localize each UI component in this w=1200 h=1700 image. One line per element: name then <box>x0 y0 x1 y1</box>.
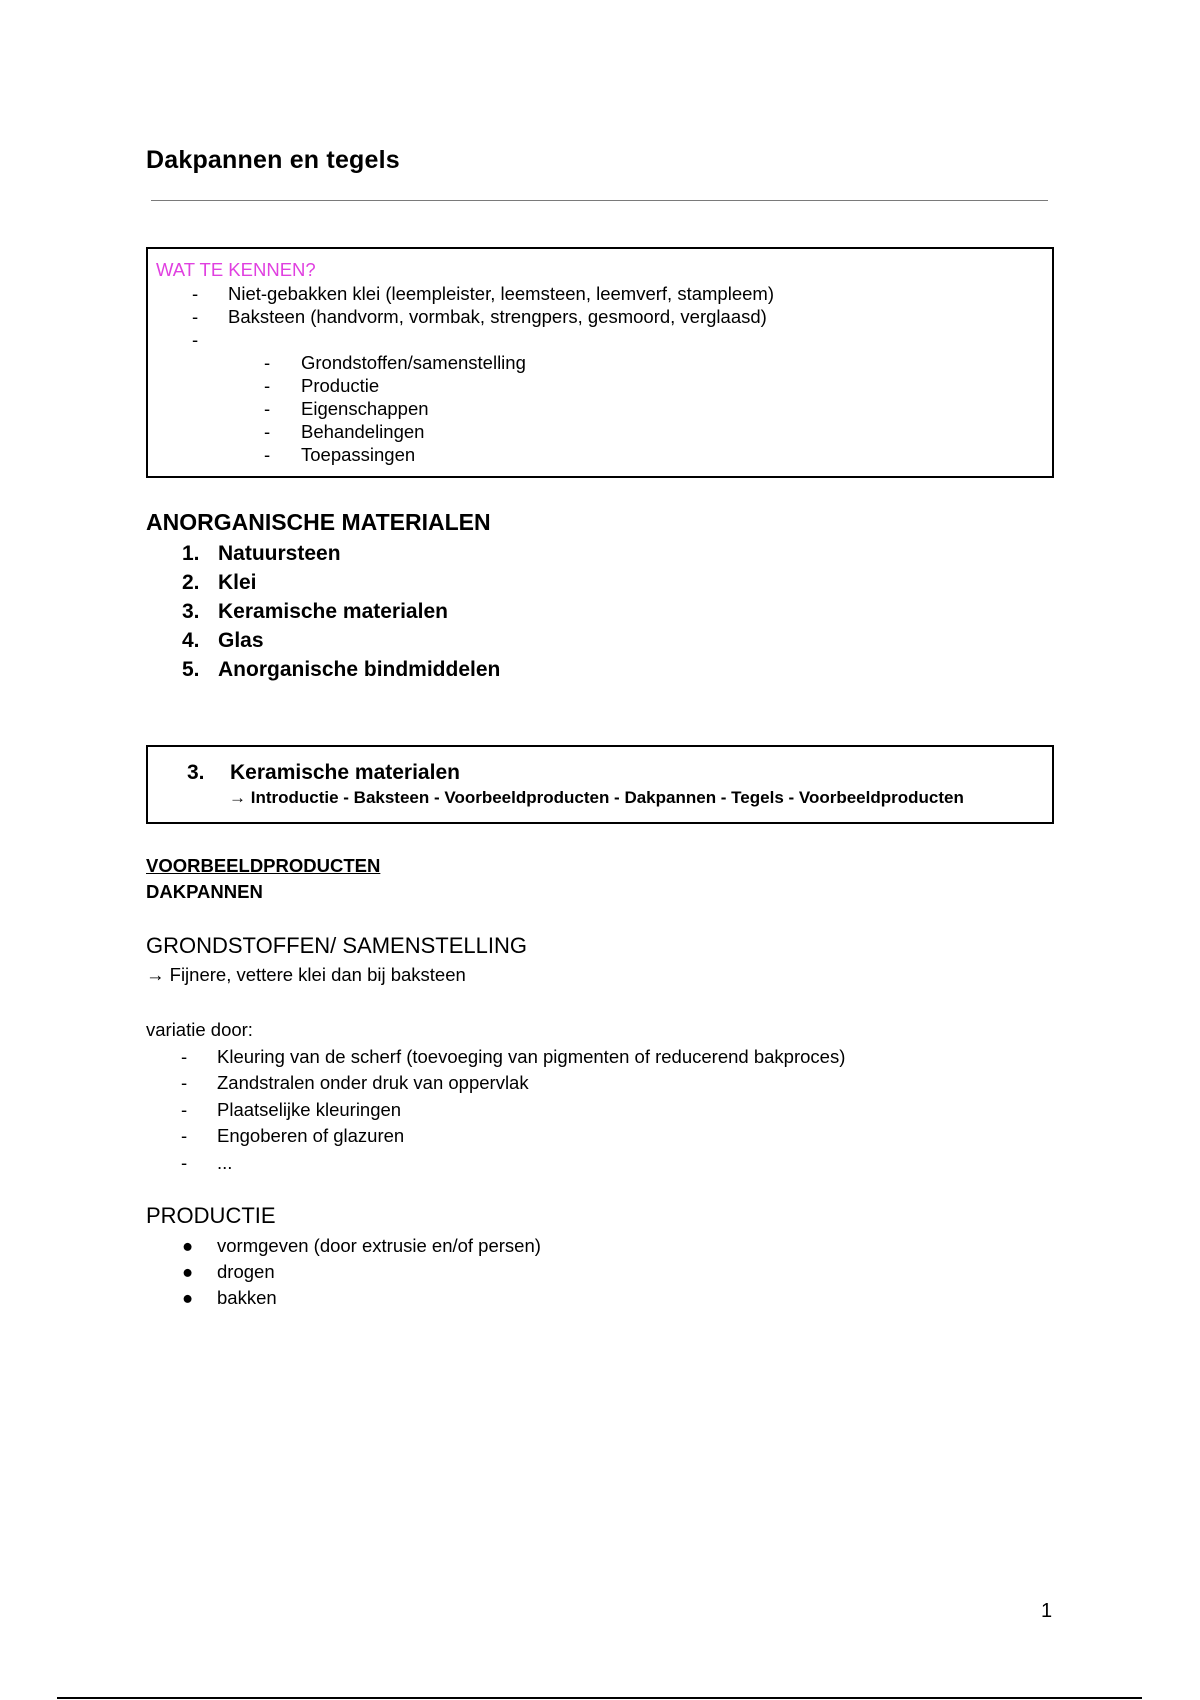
grondstoffen-heading: GRONDSTOFFEN/ SAMENSTELLING <box>146 933 527 958</box>
bullet-item-text: bakken <box>217 1287 277 1308</box>
bullet-item-text: vormgeven (door extrusie en/of persen) <box>217 1235 541 1256</box>
dash-marker: - <box>264 352 271 373</box>
page-bottom-divider <box>57 1697 1142 1699</box>
dash-marker: - <box>181 1125 188 1146</box>
dash-marker: - <box>192 306 199 327</box>
list-item-text: Kleuring van de scherf (toevoeging van pigmenten of reducerend bakproces) <box>217 1046 846 1067</box>
item-text: Glas <box>218 629 264 652</box>
dash-marker: - <box>192 329 199 350</box>
grondstoffen-text: → Fijnere, vettere klei dan bij baksteen <box>146 964 466 985</box>
productie-heading: PRODUCTIE <box>146 1203 276 1228</box>
dash-marker: - <box>192 283 199 304</box>
bullet-icon: ● <box>182 1287 194 1308</box>
list-item-text: Plaatselijke kleuringen <box>217 1099 402 1120</box>
bullet-icon: ● <box>182 1235 194 1256</box>
list-item-text: Engoberen of glazuren <box>217 1125 405 1146</box>
list-item-text: Zandstralen onder druk van oppervlak <box>217 1072 529 1093</box>
learning-goals-heading: WAT TE KENNEN? <box>156 259 316 280</box>
sub-list-item-text: Behandelingen <box>301 421 425 442</box>
item-number: 2. <box>182 571 200 594</box>
chapter-title: Keramische materialen <box>230 761 460 784</box>
page-title: Dakpannen en tegels <box>146 146 400 174</box>
sub-list-item-text: Grondstoffen/samenstelling <box>301 352 526 373</box>
bullet-item-text: drogen <box>217 1261 275 1282</box>
list-item-text: Baksteen (handvorm, vormbak, strengpers, gesmoord, verglaasd) <box>228 306 767 327</box>
dash-marker: - <box>264 444 271 465</box>
chapter-number: 3. <box>187 761 205 784</box>
breadcrumb: → Introductie - Baksteen - Voorbeeldproducten - Dakpannen - Tegels - Voorbeeldproducten <box>229 788 964 807</box>
dash-marker: - <box>181 1046 188 1067</box>
item-number: 5. <box>182 658 200 681</box>
dash-marker: - <box>264 421 271 442</box>
dash-marker: - <box>181 1072 188 1093</box>
examples-heading: VOORBEELDPRODUCTEN <box>146 855 381 876</box>
item-number: 4. <box>182 629 200 652</box>
item-number: 1. <box>182 542 200 565</box>
sub-list-item-text: Toepassingen <box>301 444 416 465</box>
bullet-icon: ● <box>182 1261 194 1282</box>
sub-list-item-text: Productie <box>301 375 380 396</box>
list-item-text: ... <box>217 1152 233 1173</box>
section-heading: ANORGANISCHE MATERIALEN <box>146 509 491 535</box>
page-number: 1 <box>1041 1600 1053 1622</box>
dash-marker: - <box>181 1152 188 1173</box>
item-number: 3. <box>182 600 200 623</box>
dash-marker: - <box>264 398 271 419</box>
item-text: Keramische materialen <box>218 600 448 623</box>
dakpannen-heading: DAKPANNEN <box>146 881 263 902</box>
title-divider <box>151 200 1048 201</box>
item-text: Anorganische bindmiddelen <box>218 658 501 681</box>
list-item-text: Niet-gebakken klei (leempleister, leemsteen, leemverf, stampleem) <box>228 283 774 304</box>
sub-list-item-text: Eigenschappen <box>301 398 429 419</box>
dash-marker: - <box>264 375 271 396</box>
variatie-label: variatie door: <box>146 1019 253 1040</box>
item-text: Klei <box>218 571 257 594</box>
item-text: Natuursteen <box>218 542 341 565</box>
dash-marker: - <box>181 1099 188 1120</box>
